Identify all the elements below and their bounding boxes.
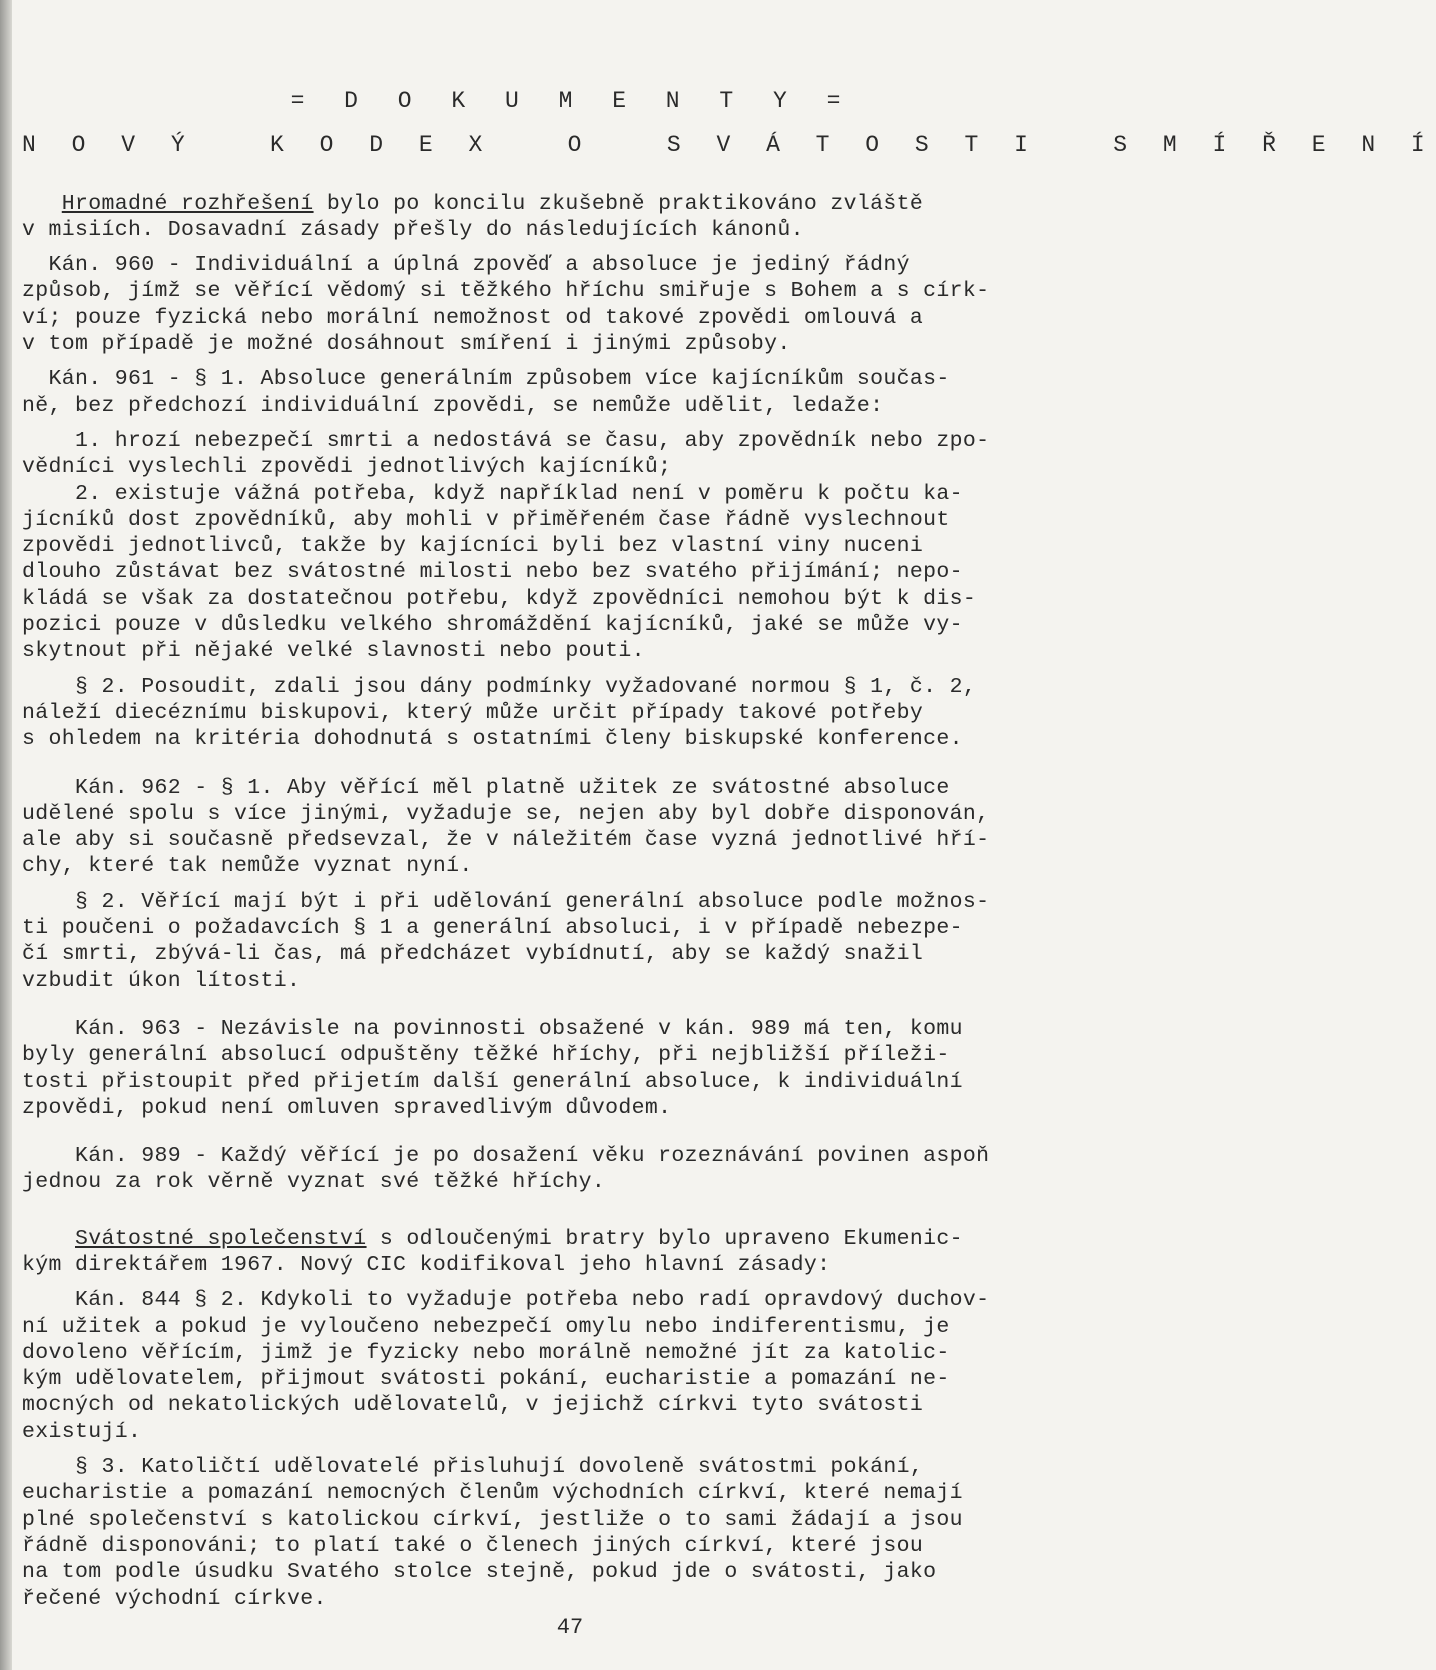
canon-989 <box>22 1143 1122 1196</box>
text-line: ti poučeni o požadavcích § 1 a generální absoluci, i v případě nebezpe- <box>22 916 963 941</box>
canon-961-paragraph-2 <box>22 674 1122 753</box>
text-line: § 2. Věřící mají být i při udělování generální absoluce podle možnos- <box>22 889 990 914</box>
text-line: pozici pouze v důsledku velkého shromáždění kajícníků, jaké se může vy- <box>22 613 963 638</box>
text-line: Kán. 963 - Nezávisle na povinnosti obsažené v kán. 989 má ten, komu <box>22 1016 963 1041</box>
text-line: § 3. Katoličtí udělovatelé přisluhují dovoleně svátostmi pokání, <box>22 1455 924 1480</box>
text-line: řádně disponováni; to platí také o členech jiných církví, které jsou <box>22 1533 924 1558</box>
text-line: způsob, jímž se věřící vědomý si těžkého hříchu smiřuje s Bohem a s círk- <box>22 279 990 304</box>
communion-lead-underlined: Svátostné společenství <box>75 1226 367 1251</box>
text-line: na tom podle úsudku Svatého stolce stejně, pokud jde o svátosti, jako <box>22 1560 937 1585</box>
text-line: čí smrti, zbývá-li čas, má předcházet vybídnutí, aby se každý snažil <box>22 942 924 967</box>
text-line: kládá se však za dostatečnou potřebu, když zpovědníci nemohou být k dis- <box>22 586 977 611</box>
text-line: tosti přistoupit před přijetím další generální absoluce, k individuální <box>22 1069 963 1094</box>
text-line: ví; pouze fyzická nebo morální nemožnost od takové zpovědi omlouvá a <box>22 305 924 330</box>
main-title: N O V Ý K O D E X O S V Á T O S T I S M Í Ř E N Í <box>22 132 1436 159</box>
text-line: Kán. 960 - Individuální a úplná zpověď a absoluce je jediný řádný <box>22 253 910 278</box>
text-line: zpovědi, pokud není omluven spravedlivým důvodem. <box>22 1095 672 1120</box>
text-line: Kán. 962 - § 1. Aby věřící měl platně užitek ze svátostné absoluce <box>22 775 950 800</box>
text-line: vzbudit úkon lítosti. <box>22 968 301 993</box>
canon-960 <box>22 252 1122 357</box>
canon-962-paragraph-2 <box>22 889 1122 994</box>
page-binding-edge <box>0 0 12 1670</box>
text-line: kým udělovatelem, přijmout svátosti pokání, eucharistie a pomazání ne- <box>22 1367 950 1392</box>
canon-844 <box>22 1287 1122 1445</box>
communion-lead-rest: s odloučenými bratry bylo upraveno Ekumenic- <box>366 1226 963 1251</box>
text-line: § 2. Posoudit, zdali jsou dány podmínky vyžadované normou § 1, č. 2, <box>22 674 977 699</box>
text-line: v tom případě je možné dosáhnout smíření i jinými způsoby. <box>22 332 791 357</box>
text-line: ní užitek a pokud je vyloučeno nebezpečí omylu nebo indiferentismu, je <box>22 1314 950 1339</box>
text-line: s ohledem na kritéria dohodnutá s ostatními členy biskupské konference. <box>22 727 963 752</box>
text-line: jednou za rok věrně vyznat své těžké hříchy. <box>22 1170 606 1195</box>
communion-paragraph-line-2: kým direktářem 1967. Nový CIC kodifikoval jeho hlavní zásady: <box>22 1252 831 1277</box>
text-line: udělené spolu s více jinými, vyžaduje se, nejen aby byl dobře disponován, <box>22 801 990 826</box>
text-line: skytnout při nějaké velké slavnosti nebo pouti. <box>22 639 645 664</box>
canon-844-paragraph-3 <box>22 1454 1122 1612</box>
text-line: plné společenství s katolickou církví, jestliže o to sami žádají a jsou <box>22 1507 963 1532</box>
text-line: Kán. 844 § 2. Kdykoli to vyžaduje potřeba nebo radí opravdový duchov- <box>22 1288 990 1313</box>
text-line: chy, které tak nemůže vyznat nyní. <box>22 854 473 879</box>
text-line: náleží diecéznímu biskupovi, který může určit případy takové potřeby <box>22 700 924 725</box>
text-line: zpovědi jednotlivců, takže by kajícníci byli bez vlastní viny nuceni <box>22 534 924 559</box>
text-line: ale aby si současně předsevzal, že v náležitém čase vyzná jednotlivé hří- <box>22 828 990 853</box>
text-line: Kán. 989 - Každý věřící je po dosažení věku rozeznávání povinen aspoň <box>22 1144 990 1169</box>
text-line: dovoleno věřícím, jimž je fyzicky nebo morálně nemožné jít za katolic- <box>22 1340 950 1365</box>
text-line: 2. existuje vážná potřeba, když například není v poměru k počtu ka- <box>22 481 963 506</box>
text-line: eucharistie a pomazání nemocných členům východních církví, které nemají <box>22 1481 963 1506</box>
intro-lead-rest: bylo po koncilu zkušebně praktikováno zvláště <box>313 191 924 216</box>
text-line: mocných od nekatolických udělovatelů, v jejichž církvi tyto svátosti <box>22 1393 924 1418</box>
canon-963 <box>22 1016 1122 1121</box>
intro-paragraph-line-2: v misiích. Dosavadní zásady přešly do následujících kánonů. <box>22 217 804 242</box>
document-page <box>22 88 1436 1612</box>
text-line: byly generální absolucí odpuštěny těžké hříchy, při nejbližší příleži- <box>22 1043 950 1068</box>
canon-961 <box>22 366 1122 664</box>
text-line: řečené východní církve. <box>22 1586 327 1611</box>
page-number: 47 <box>556 1615 584 1640</box>
text-line: vědníci vyslechli zpovědi jednotlivých kajícníků; <box>22 455 672 480</box>
intro-paragraph-line-1 <box>22 191 1122 217</box>
communion-paragraph-line-1 <box>22 1226 1122 1252</box>
text-line: jícníků dost zpovědníků, aby mohli v přiměřeném čase řádně vyslechnout <box>22 507 950 532</box>
section-title: = D O K U M E N T Y = <box>290 88 854 114</box>
canon-962 <box>22 775 1122 880</box>
text-line: dlouho zůstávat bez svátostné milosti nebo bez svatého přijímání; nepo- <box>22 560 963 585</box>
intro-lead-underlined: Hromadné rozhřešení <box>61 191 314 216</box>
text-line: 1. hrozí nebezpečí smrti a nedostává se času, aby zpovědník nebo zpo- <box>22 428 990 453</box>
text-line: Kán. 961 - § 1. Absoluce generálním způsobem více kajícníkům součas- <box>22 367 950 392</box>
text-line: ně, bez předchozí individuální zpovědi, se nemůže udělit, ledaže: <box>22 393 884 418</box>
text-line: existují. <box>22 1419 142 1444</box>
